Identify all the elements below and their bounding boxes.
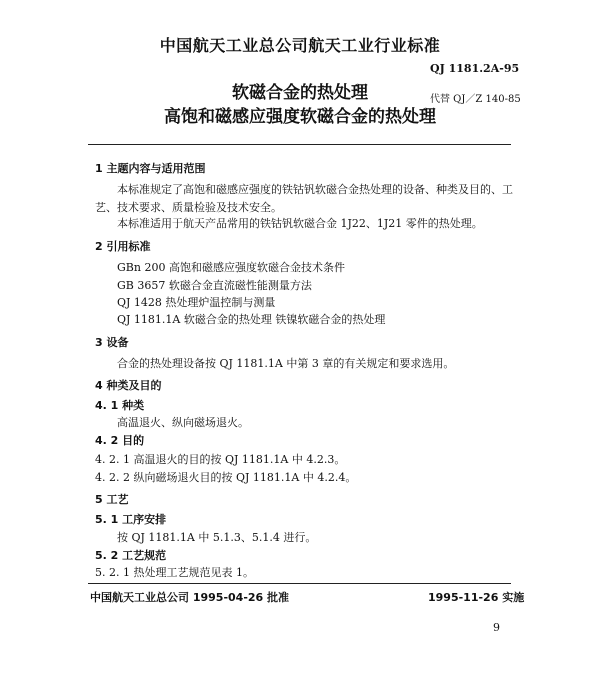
reference-item: QJ 1181.1A 软磁合金的热处理 铁镍软磁合金的热处理 bbox=[117, 313, 386, 326]
page-number: 9 bbox=[493, 621, 500, 634]
section-3-paragraph: 合金的热处理设备按 QJ 1181.1A 中第 3 章的有关规定和要求选用。 bbox=[117, 357, 455, 370]
document-title-line1: 软磁合金的热处理 bbox=[232, 83, 368, 103]
section-1-paragraph-2: 本标准适用于航天产品常用的铁钴钒软磁合金 1J22、1J21 零件的热处理。 bbox=[117, 217, 483, 230]
section-1-paragraph-1a: 本标准规定了高饱和磁感应强度的铁钴钒软磁合金热处理的设备、种类及目的、工 bbox=[117, 183, 513, 196]
reference-item: GBn 200 高饱和磁感应强度软磁合金技术条件 bbox=[117, 261, 345, 274]
subsection-5-1-heading: 5. 1 工序安排 bbox=[95, 513, 167, 526]
implementation-date: 1995-11-26 实施 bbox=[428, 591, 525, 604]
subsection-5-2-heading: 5. 2 工艺规范 bbox=[95, 549, 167, 562]
reference-item: QJ 1428 热处理炉温控制与测量 bbox=[117, 296, 276, 309]
subsection-4-2-heading: 4. 2 目的 bbox=[95, 434, 145, 447]
section-1-heading: 1 主题内容与适用范围 bbox=[95, 162, 206, 175]
reference-item: GB 3657 软磁合金直流磁性能测量方法 bbox=[117, 279, 312, 292]
replaces-standard: 代替 QJ／Z 140-85 bbox=[430, 94, 521, 105]
section-1-paragraph-1b: 艺、技术要求、质量检验及技术安全。 bbox=[95, 201, 282, 214]
issuing-organization: 中国航天工业总公司航天工业行业标准 bbox=[159, 36, 441, 55]
clause-5-2-1: 5. 2. 1 热处理工艺规范见表 1。 bbox=[95, 566, 254, 579]
approval-line: 中国航天工业总公司 1995-04-26 批准 bbox=[90, 591, 290, 604]
document-title-line2: 高饱和磁感应强度软磁合金的热处理 bbox=[164, 107, 436, 127]
subsection-4-1-text: 高温退火、纵向磁场退火。 bbox=[117, 416, 249, 429]
footer-divider bbox=[88, 583, 511, 584]
standard-number: QJ 1181.2A-95 bbox=[430, 62, 520, 75]
clause-4-2-2: 4. 2. 2 纵向磁场退火目的按 QJ 1181.1A 中 4.2.4。 bbox=[95, 471, 357, 484]
section-4-heading: 4 种类及目的 bbox=[95, 379, 162, 392]
subsection-4-1-heading: 4. 1 种类 bbox=[95, 399, 145, 412]
subsection-5-1-text: 按 QJ 1181.1A 中 5.1.3、5.1.4 进行。 bbox=[117, 531, 317, 544]
section-2-heading: 2 引用标准 bbox=[95, 240, 151, 253]
header-divider bbox=[88, 144, 511, 145]
clause-4-2-1: 4. 2. 1 高温退火的目的按 QJ 1181.1A 中 4.2.3。 bbox=[95, 453, 346, 466]
section-3-heading: 3 设备 bbox=[95, 336, 129, 349]
section-5-heading: 5 工艺 bbox=[95, 493, 129, 506]
